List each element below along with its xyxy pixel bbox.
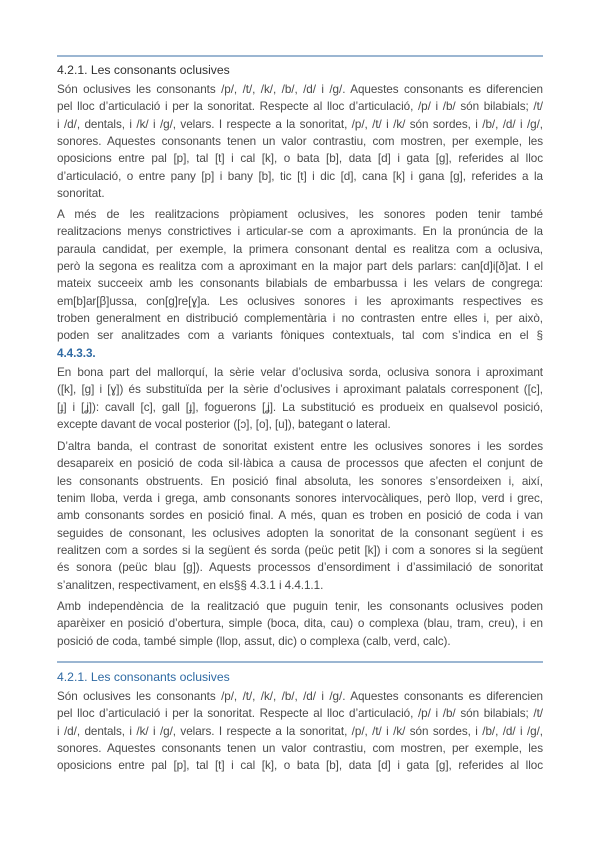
text-line: excepte davant de vocal posterior ([ɔ], [o], [u]), bategant o lateral. xyxy=(57,418,391,432)
text-line: Són oclusives les consonants /p/, /t/, /k/, /b/, /d/ i /g/. Aquestes consonants es diferencien xyxy=(57,83,543,96)
text-line: i /d/, dentals, i /k/ i /g/, velars. I respecte a la sonoritat, /p/, /t/ i /k/ són sordes, i /b/, /d/ i /g/, xyxy=(57,117,543,131)
text-line: em[b]ar[β]ussa, con[g]re[ɣ]a. Les oclusives sonores i les aproximants respectives es xyxy=(57,294,543,308)
text-line: però la segona es realitza com a aproximant en la major part dels parlars: can[d]i[ð]at. I el xyxy=(57,260,543,274)
text-line: poden ser analitzades com a variants fòniques contextuals, tal com s’indica en el § xyxy=(57,329,543,343)
text-line: sonores. Aquestes consonants tenen un valor contrastiu, com mostren, per exemple, les xyxy=(57,742,543,756)
text-line: paraula candidat, per exemple, la primera consonant dental es realitza com a oclusiva, xyxy=(57,242,543,256)
text-line: i /d/, dentals, i /k/ i /g/, velars. I respecte a la sonoritat, /p/, /t/ i /k/ són sordes, i /b/, /d/ i /g/, xyxy=(57,724,543,738)
paragraph-3 xyxy=(57,364,543,433)
text-line: D’altra banda, el contrast de sonoritat existent entre les oclusives sonores i les sordes xyxy=(57,440,543,453)
paragraph-6 xyxy=(57,688,543,775)
text-line: pel lloc d’articulació i per la sonoritat. Respecte al lloc d’articulació, /p/ i /b/ són bilabials; /t/ xyxy=(57,707,543,721)
text-line: [ɟ] i [ʝ]): cavall [c], gall [ɟ], foguerons [ʝ]. La substitució es produeix en qualsevol posició, xyxy=(57,400,543,414)
text-line: troben generalment en distribució complementària i no contrasten entre elles i, per això, xyxy=(57,312,543,326)
text-line: Són oclusives les consonants /p/, /t/, /k/, /b/, /d/ i /g/. Aquestes consonants es diferencien xyxy=(57,690,543,703)
text-line: En bona part del mallorquí, la sèrie velar d’oclusiva sorda, oclusiva sonora i aproximant xyxy=(57,366,543,379)
paragraph-5 xyxy=(57,598,543,650)
text-line: amb consonants sordes en posició final. A més, quan es troben en posició de coda i van xyxy=(57,509,543,523)
paragraph-2 xyxy=(57,206,543,362)
text-line: oposicions entre pal [p], tal [t] i cal [k], o bata [b], data [d] i gata [g], referides al lloc xyxy=(57,152,543,166)
text-line: les consonants obstruents. En posició final absoluta, les sonores s’ensordeixen i, així, xyxy=(57,474,543,488)
text-line: pel lloc d’articulació i per la sonoritat. Respecte al lloc d’articulació, /p/ i /b/ són bilabials; /t/ xyxy=(57,100,543,114)
text-line: seguides de consonant, les oclusives adopten la sonoritat de la consonant següent i es xyxy=(57,526,543,540)
top-rule xyxy=(57,55,543,57)
text-line: s’analitzen, respectivament, en els§§ 4.3.1 i 4.4.1.1. xyxy=(57,578,324,592)
text-line: realitzacions menys constrictives i articular-se com a aproximants. En la pronúncia de la xyxy=(57,225,543,239)
text-line: desapareix en posició de coda sil·làbica a causa de processos que afecten el conjunt de xyxy=(57,457,543,471)
paragraph-4 xyxy=(57,438,543,594)
text-line: sonores. Aquestes consonants tenen un valor contrastiu, com mostren, per exemple, les xyxy=(57,135,543,149)
text-line: ([k], [g] i [ɣ]) és substituïda per la sèrie d’oclusives i aproximant palatals corresponent ([c], xyxy=(57,383,543,397)
text-line: és sonora (peüc blau [g]). Aquests processos d’ensordiment i d’assimilació de sonoritat xyxy=(57,561,543,575)
text-line: posició de coda, també simple (llop, assut, dic) o complexa (calb, verd, calc). xyxy=(57,634,451,648)
text-line: sonoritat. xyxy=(57,187,105,201)
text-line: mateix succeeix amb les consonants bilabials de embarbussa i les velars de congrega: xyxy=(57,277,543,291)
second-rule xyxy=(57,661,543,663)
paragraph-1 xyxy=(57,81,543,202)
text-line: d’articulació, o entre pany [p] i bany [b], tic [t] i dic [d], cana [k] i gana [g], referides a la xyxy=(57,169,543,183)
text-line: realitzen com a sordes si la següent és sorda (peüc petit [k]) i com a sonores si la següent xyxy=(57,544,543,558)
text-line: aparèixer en posició d’obertura, simple (boca, dita, cau) o complexa (blau, tram, creu), i en xyxy=(57,617,543,631)
section-reference-link[interactable]: 4.4.3.3. xyxy=(57,346,96,360)
text-line: oposicions entre pal [p], tal [t] i cal [k], o bata [b], data [d] i gata [g], referides al lloc xyxy=(57,759,543,773)
text-line: A més de les realitzacions pròpiament oclusives, les sonores poden tenir també xyxy=(57,208,543,221)
section-heading: 4.2.1. Les consonants oclusives xyxy=(57,63,230,77)
text-line: Amb independència de la realització que puguin tenir, les consonants oclusives poden xyxy=(57,600,543,613)
text-line: tenim lloba, verda i grega, amb consonants sonores intervocàliques, però llop, verd i grec, xyxy=(57,492,543,506)
section-heading-repeat[interactable]: 4.2.1. Les consonants oclusives xyxy=(57,670,230,684)
